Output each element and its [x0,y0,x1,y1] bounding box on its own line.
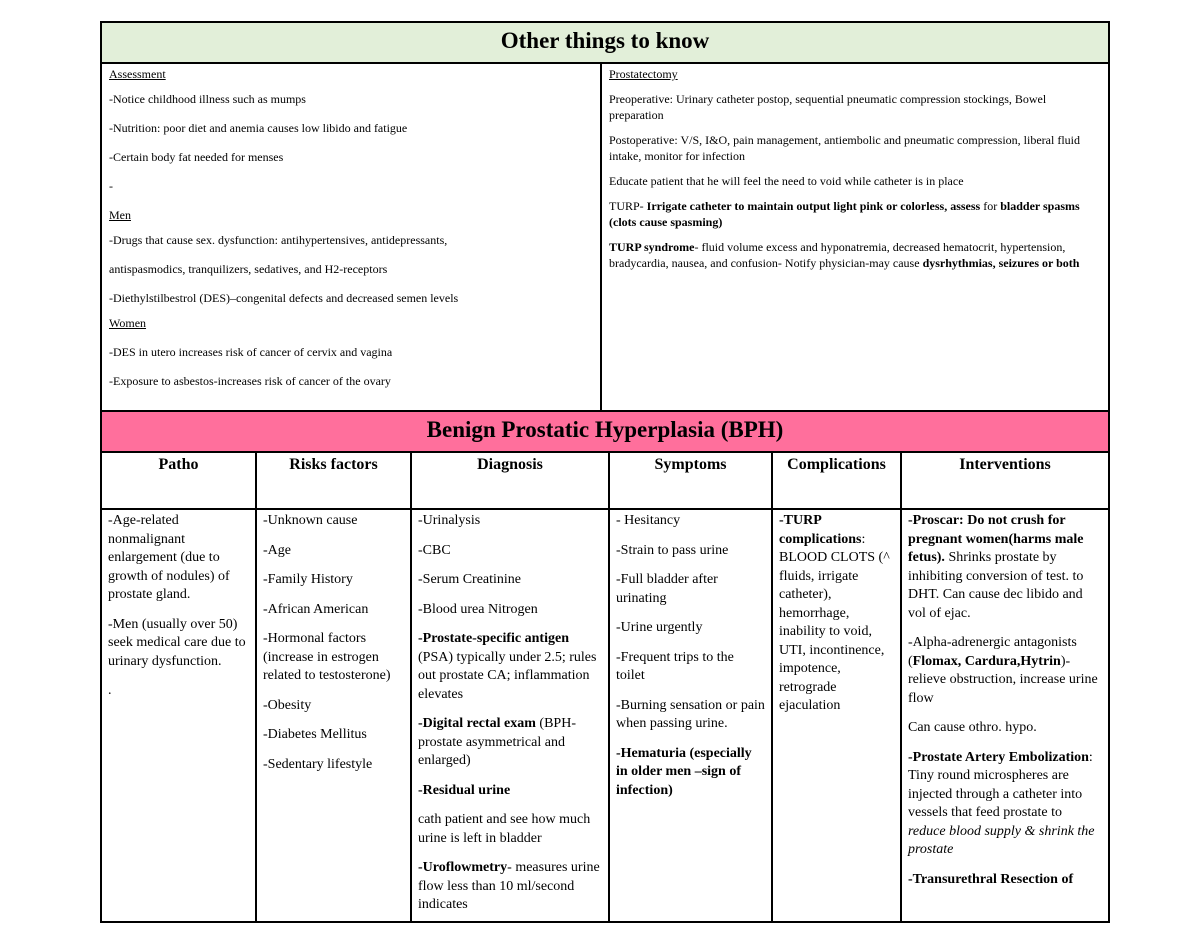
diagnosis-item: -CBC [418,542,451,558]
alpha-blocker-drugs: Flomax, Cardura,Hytrin [912,653,1061,669]
turp-complications-label: -TURP complications [779,513,862,547]
symptom-item: - Hesitancy [616,513,681,528]
turp-irrigate-text: Irrigate catheter to maintain output light pink or colorless, assess [646,199,984,213]
proscar-text: Shrinks prostate by inhibiting conversion of test. to DHT. Can cause dec libido and vol of ejac. [908,550,1084,621]
women-heading: Women [109,316,147,330]
diagnosis-uroflowmetry [418,859,602,915]
assessment-item: - [109,179,113,193]
dre-label: -Digital rectal exam [418,716,536,731]
risk-item: -Family History [263,572,353,587]
pae-item [908,749,1102,860]
pae-text: : Tiny round microspheres are injected through a catheter into vessels that feed prostate to [908,749,1093,820]
pae-goal: reduce blood supply & shrink the prostate [908,823,1095,857]
uroflowmetry-text: - measures urine flow less than 10 ml/second indicates [418,860,600,912]
symptoms-body [610,510,771,813]
interventions-body [902,510,1108,902]
turp-item [908,871,1102,890]
educate-text: Educate patient that he will feel the need to void while catheter is in place [609,174,964,188]
study-sheet [100,21,1110,923]
risk-item: -Obesity [263,697,312,713]
turp-syndrome-warning: dysrhythmias, seizures or both [922,256,1080,270]
diagnosis-body [412,510,608,923]
assessment-item: -Notice childhood illness such as mumps [109,92,306,106]
turp-note [609,198,1101,230]
orthostatic-hypo-note: Can cause othro. hypo. [908,720,1037,735]
assessment-item: -Nutrition: poor diet and anemia causes low libido and fatigue [109,121,408,135]
section-title-other-things: Other things to know [102,23,1108,64]
diagnosis-item: -Serum Creatinine [418,572,522,587]
patho-column [102,453,257,923]
symptoms-column [610,453,773,923]
risks-body [257,510,410,787]
symptom-item: -Strain to pass urine [616,542,729,558]
prostatectomy-column [602,64,1108,410]
risk-item: -African American [263,601,369,617]
complications-column [773,453,902,923]
diagnosis-item: -Blood urea Nitrogen [418,601,538,617]
psa-label: -Prostate-specific antigen [418,631,569,646]
women-item: -DES in utero increases risk of cancer of cervix and vagina [109,345,393,359]
diagnosis-header: Diagnosis [412,453,608,510]
symptoms-header: Symptoms [610,453,771,510]
diagnosis-column [412,453,610,923]
residual-urine-text: cath patient and see how much urine is left in bladder [418,812,591,846]
other-things-section [102,64,1108,410]
diagnosis-item: -Urinalysis [418,513,481,528]
men-item: -Drugs that cause sex. dysfunction: antihypertensives, antidepressants, [109,233,448,247]
postoperative-text: Postoperative: V/S, I&O, pain management, antiembolic and pneumatic compression, liberal fluid intake, monitor for infection [609,133,1080,163]
turp-syndrome-text: - fluid volume excess and hyponatremia, decreased hematocrit, hypertension, bradycardia, nausea, and confusion- Notify physician-may cause [609,240,1066,270]
pae-label: -Prostate Artery Embolization [908,749,1089,765]
prostatectomy-heading: Prostatectomy [609,67,678,81]
patho-item: -Men (usually over 50) seek medical care due to urinary dysfunction. [108,616,246,669]
turp-syndrome-label: TURP syndrome [609,240,695,254]
turp-complications-list: : BLOOD CLOTS (^ fluids, irrigate catheter), hemorrhage, inability to void, UTI, incontinence, impotence, retrograde ejaculation [779,531,890,713]
symptom-item: -Full bladder after urinating [616,572,718,606]
risks-header: Risks factors [257,453,410,510]
turp-label: -Transurethral Resection of [908,871,1074,887]
risk-item: -Sedentary lifestyle [263,756,373,772]
bph-table [102,453,1108,923]
risk-item: -Unknown cause [263,513,358,528]
turp-syndrome-note [609,239,1101,271]
uroflowmetry-label: -Uroflowmetry [418,860,508,875]
assessment-item: -Certain body fat needed for menses [109,150,284,164]
symptom-item: -Burning sensation or pain when passing urine. [616,697,765,731]
symptom-hematuria [616,745,765,801]
interventions-header: Interventions [902,453,1108,510]
patho-header: Patho [102,453,255,510]
patho-body [102,510,255,714]
diagnosis-dre [418,715,602,771]
patho-item: . [108,683,112,698]
complications-body [773,510,900,729]
risk-item: -Diabetes Mellitus [263,727,367,742]
hematuria-text: -Hematuria (especially in older men –sign of infection) [616,745,752,798]
residual-urine-bold: -Residual urine [418,782,511,798]
dre-text: (BPH- prostate asymmetrical and enlarged) [418,716,576,768]
turp-label: TURP- [609,199,647,213]
alpha-blocker-item [908,634,1102,708]
risk-item: -Hormonal factors (increase in estrogen related to testosterone) [263,631,391,683]
residual-urine-label [418,782,602,801]
women-item: -Exposure to asbestos-increases risk of cancer of the ovary [109,374,391,388]
symptom-item: -Frequent trips to the toilet [616,649,734,683]
alpha-blocker-text: -Alpha-adrenergic antagonists ( [908,635,1077,669]
risks-column [257,453,412,923]
risk-item: -Age [263,542,291,558]
turp-bladder-spasms-text: bladder spasms (clots cause spasming) [609,199,1080,229]
proscar-item [908,512,1102,623]
symptom-item: -Urine urgently [616,620,703,635]
section-title-bph: Benign Prostatic Hyperplasia (BPH) [102,410,1108,453]
proscar-label: -Proscar: Do not crush for pregnant women(harms male fetus). [908,513,1084,565]
men-item: -Diethylstilbestrol (DES)–congenital defects and decreased semen levels [109,291,459,305]
assessment-heading: Assessment [109,67,166,81]
complications-header: Complications [773,453,900,510]
interventions-column [902,453,1108,923]
men-heading: Men [109,208,131,222]
alpha-blocker-effect: )- relieve obstruction, increase urine flow [908,653,1098,706]
men-item: antispasmodics, tranquilizers, sedatives, and H2-receptors [109,262,388,276]
preoperative-text: Preoperative: Urinary catheter postop, sequential pneumatic compression stockings, Bowel preparation [609,92,1047,122]
turp-for-text: for [983,199,1001,213]
complications-text [779,512,894,716]
assessment-column [102,64,602,410]
patho-item: -Age-related nonmalignant enlargement (due to growth of nodules) of prostate gland. [108,513,230,602]
diagnosis-psa [418,630,602,704]
psa-text: (PSA) typically under 2.5; rules out prostate CA; inflammation elevates [418,649,597,702]
